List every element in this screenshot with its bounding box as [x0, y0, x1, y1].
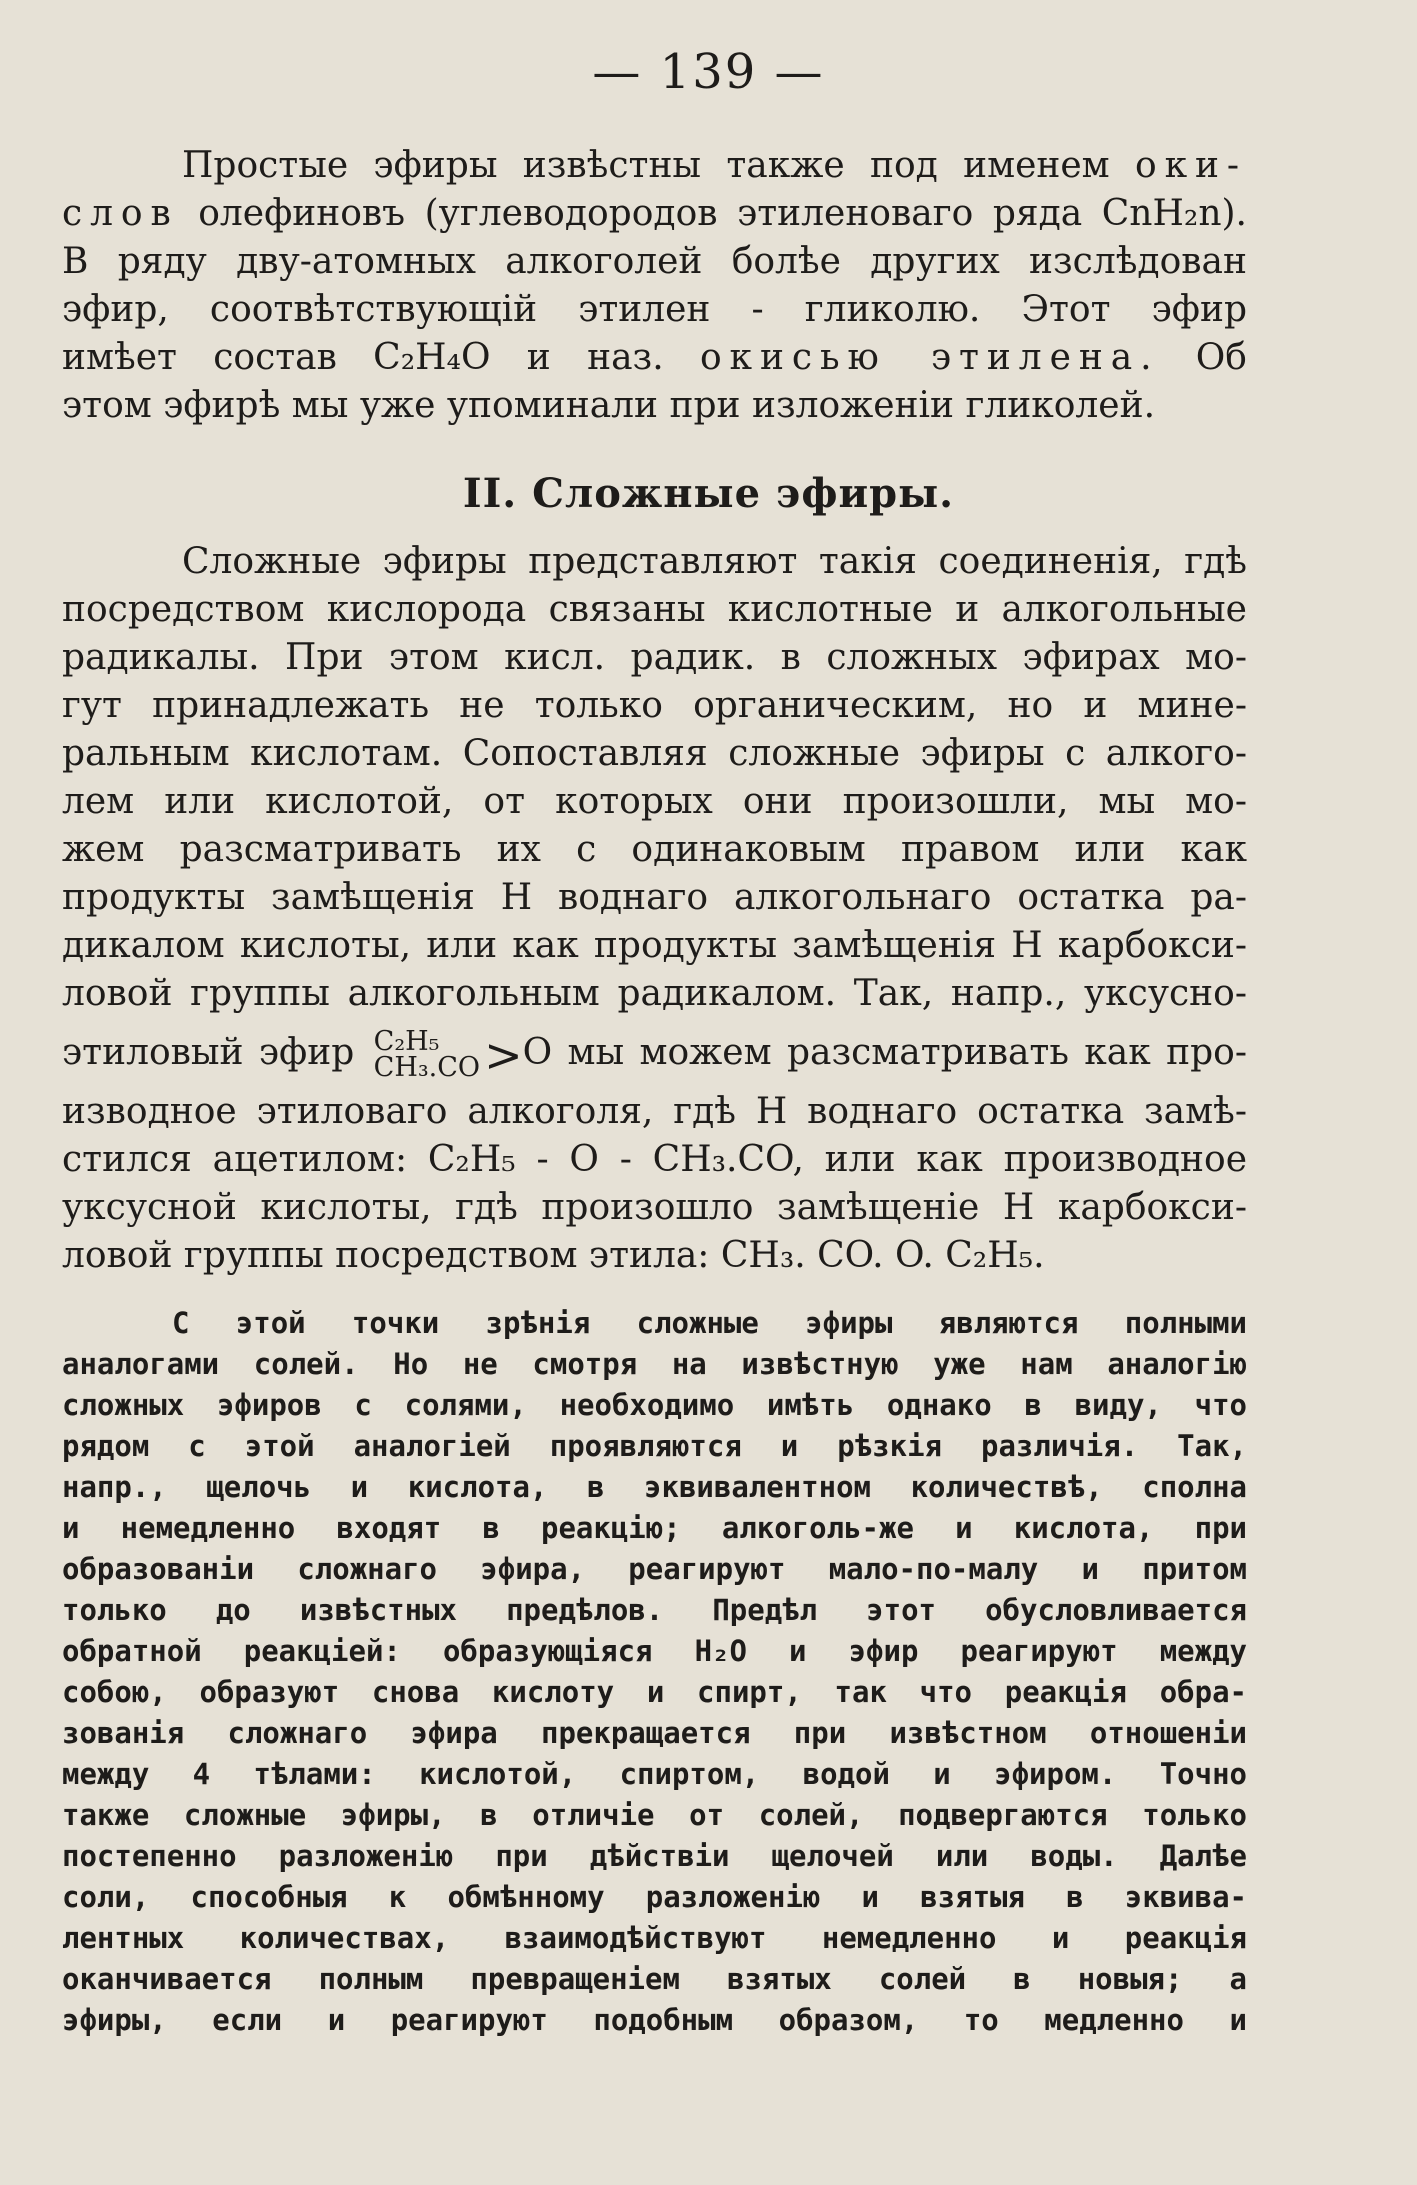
text-line: сложных эфиров с солями, необходимо имѣть однако в виду, что — [62, 1388, 1247, 1422]
text-line: напр., щелочь и кислота, в эквивалентном количествѣ, сполна — [62, 1470, 1247, 1504]
text-line: только до извѣстных предѣлов. Предѣл этот обусловливается — [62, 1593, 1247, 1627]
formula-ethyl-acetate: C₂H₅ CH₃.CO — [373, 1026, 481, 1083]
text-line: посредством кислорода связаны кислотные и алкогольные — [62, 589, 1247, 630]
formula-line: этиловый эфир C₂H₅ CH₃.CO >O мы можем разсматривать как про- — [62, 1026, 1248, 1083]
text-line: лентных количествах, взаимодѣйствуют немедленно и реакція — [62, 1921, 1247, 1955]
page-number: — 139 — — [592, 44, 825, 100]
section-heading: II. Сложные эфиры. — [462, 470, 955, 517]
text-line: Сложные эфиры представляют такія соединенія, гдѣ — [182, 541, 1247, 582]
text-line: собою, образуют снова кислоту и спирт, так что реакція обра- — [62, 1675, 1247, 1709]
text-line: стился ацетилом: C₂H₅ - O - CH₃.CO, или как производное — [62, 1139, 1247, 1180]
text-line: эфиры, если и реагируют подобным образом, то медленно и — [62, 2003, 1247, 2037]
text-line: обратной реакціей: образующіяся H₂O и эфир реагируют между — [62, 1634, 1247, 1668]
text-line: аналогами солей. Но не смотря на извѣстную уже нам аналогію — [62, 1347, 1247, 1381]
paragraph-simple-ethers — [62, 142, 1247, 430]
text-line: рядом с этой аналогіей проявляются и рѣзкія различія. Так, — [62, 1429, 1247, 1463]
text-line: уксусной кислоты, гдѣ произошло замѣщеніе H карбокси- — [62, 1187, 1247, 1228]
text-line: эфир, соотвѣтствующій этилен - гликолю. Этот эфир — [62, 289, 1247, 330]
text-line: Простые эфиры извѣстны также под именем оки- — [182, 145, 1247, 186]
text-line: соли, способныя к обмѣнному разложенію и взятыя в эквива- — [62, 1880, 1247, 1914]
text-line: зованія сложнаго эфира прекращается при извѣстном отношеніи — [62, 1716, 1247, 1750]
text-line: постепенно разложенію при дѣйствіи щелочей или воды. Далѣе — [62, 1839, 1247, 1873]
text-line: гут принадлежать не только органическим, но и мине- — [62, 685, 1247, 726]
text-line: образованіи сложнаго эфира, реагируют мало-по-малу и притом — [62, 1552, 1247, 1586]
text-line: лем или кислотой, от которых они произошли, мы мо- — [62, 781, 1247, 822]
text-line: С этой точки зрѣнія сложные эфиры являются полными — [172, 1306, 1247, 1340]
term-olefin-oxides: оки- — [1134, 145, 1247, 186]
text-line: ловой группы посредством этила: CH₃. CO. O. C₂H₅. — [62, 1235, 1045, 1276]
text-line: ральным кислотам. Сопоставляя сложные эфиры с алкого- — [62, 733, 1247, 774]
text-line: этом эфирѣ мы уже упоминали при изложеніи гликолей. — [62, 385, 1156, 426]
text-line: дикалом кислоты, или как продукты замѣщенія H карбокси- — [62, 925, 1247, 966]
text-line: продукты замѣщенія H воднаго алкогольнаго остатка ра- — [62, 877, 1247, 918]
paragraph-salt-analogy — [62, 1303, 1247, 2041]
text-line: и немедленно входят в реакцію; алкоголь-же и кислота, при — [62, 1511, 1247, 1545]
text-line: оканчивается полным превращеніем взятых солей в новыя; а — [62, 1962, 1247, 1996]
text-line: имѣет состав C₂H₄O и наз. окисью этилена. Об — [62, 337, 1247, 378]
text-line: слов олефиновъ (углеводородов этиленоваго ряда CnH₂n). — [62, 193, 1247, 234]
text-line: изводное этиловаго алкоголя, гдѣ H воднаго остатка замѣ- — [62, 1091, 1247, 1132]
text-line: также сложные эфиры, в отличіе от солей, подвергаются только — [62, 1798, 1247, 1832]
text-line: ловой группы алкогольным радикалом. Так, напр., уксусно- — [62, 973, 1247, 1014]
term-ethylene-oxide: окисью этилена. — [699, 337, 1160, 378]
text-line: жем разсматривать их с одинаковым правом или как — [62, 829, 1247, 870]
text-line: между 4 тѣлами: кислотой, спиртом, водой и эфиром. Точно — [62, 1757, 1247, 1791]
paragraph-complex-ethers — [62, 538, 1247, 1280]
text-line: В ряду дву-атомных алкоголей болѣе других изслѣдован — [62, 241, 1247, 282]
text-line: радикалы. При этом кисл. радик. в сложных эфирах мо- — [62, 637, 1247, 678]
